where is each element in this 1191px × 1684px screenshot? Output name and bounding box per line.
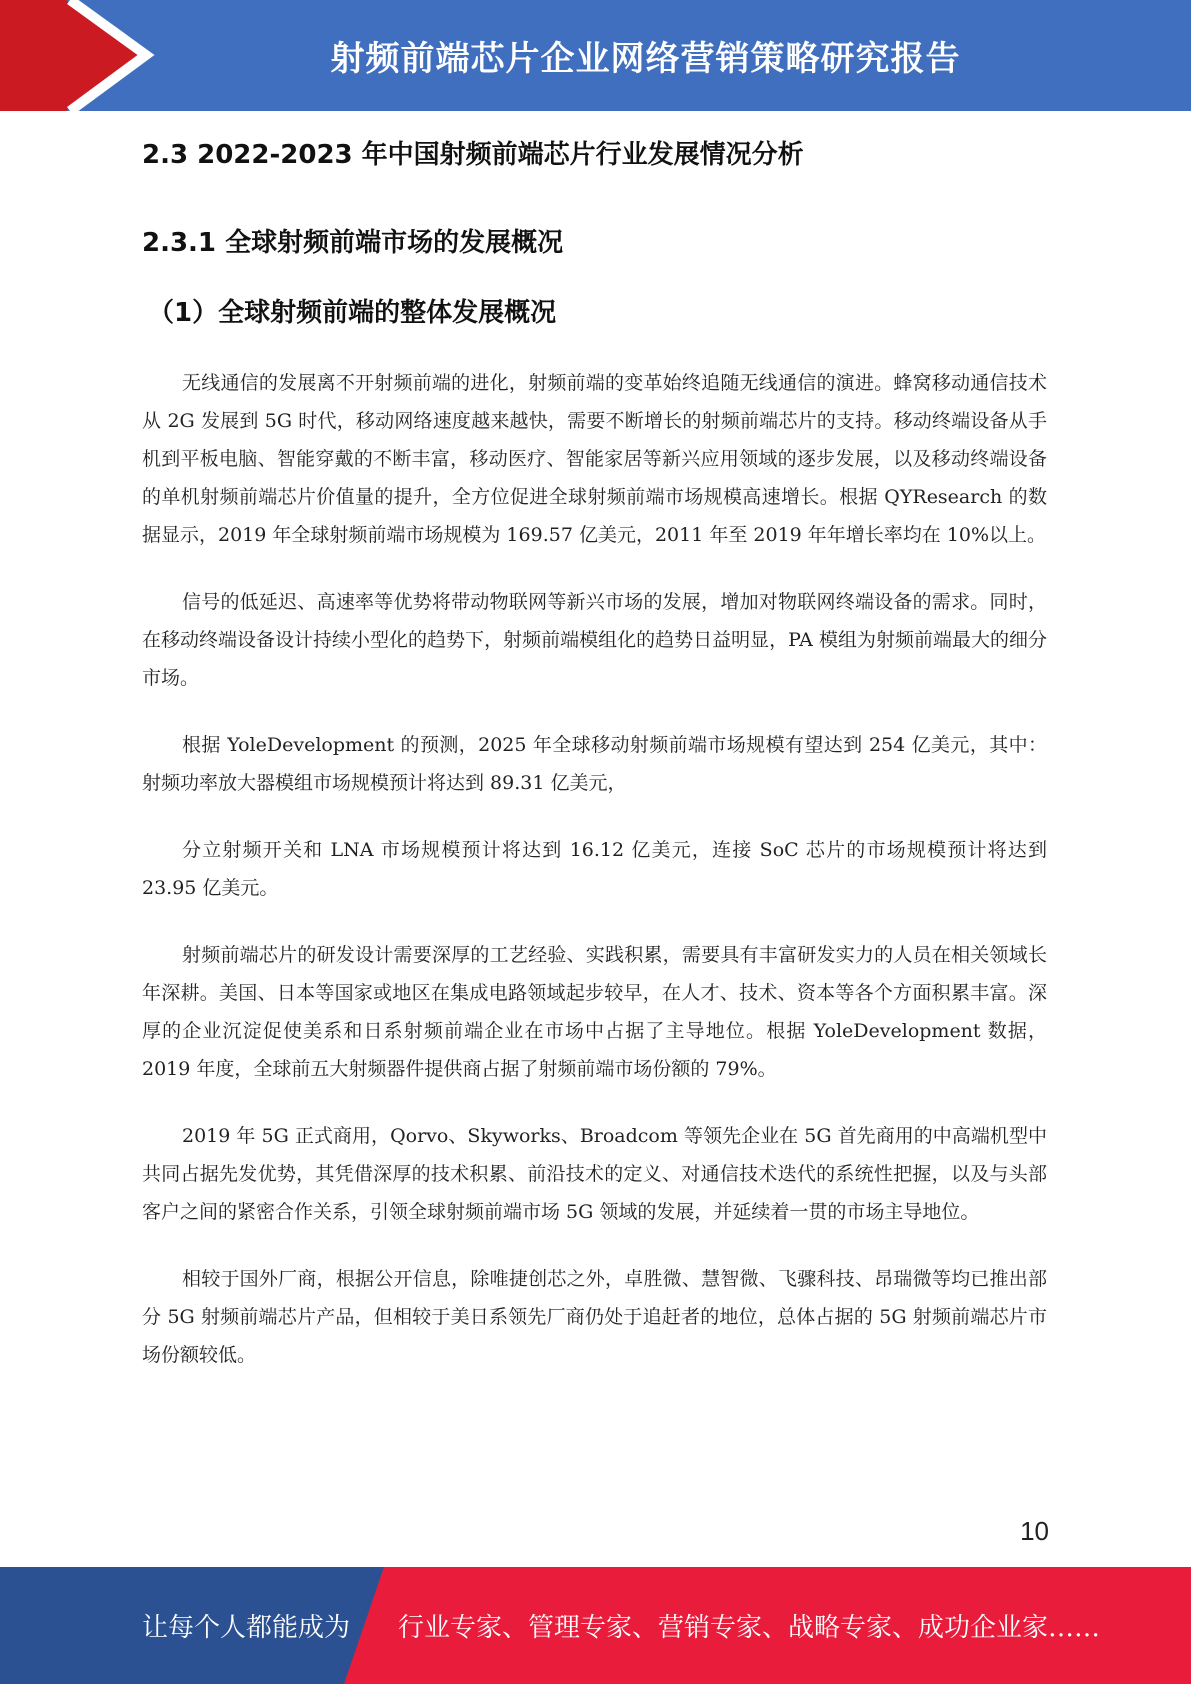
- paragraph: 分立射频开关和 LNA 市场规模预计将达到 16.12 亿美元，连接 SoC 芯片的市场规模预计将达到 23.95 亿美元。: [142, 839, 1047, 899]
- footer-slogan-roles: 行业专家、管理专家、营销专家、战略专家、成功企业家……: [398, 1613, 1101, 1643]
- page-number: 10: [1020, 1516, 1049, 1546]
- body-text: [142, 364, 1047, 1403]
- report-title: 射频前端芯片企业网络营销策略研究报告: [330, 39, 961, 79]
- subsubsection-heading: （1）全球射频前端的整体发展概况: [148, 298, 557, 328]
- header-banner: [0, 0, 1191, 111]
- footer-banner: [0, 1567, 1191, 1684]
- paragraph: 2019 年 5G 正式商用，Qorvo、Skyworks、Broadcom 等领先企业在 5G 首先商用的中高端机型中共同占据先发优势，其凭借深厚的技术积累、前沿技术的定义、对通信技术迭代的系统性把握，以及与头部客户之间的紧密合作关系，引领全球射频前端市场 5G 领域的发展，并延续着一贯的市场主导地位。: [142, 1125, 1047, 1223]
- paragraph: 射频前端芯片的研发设计需要深厚的工艺经验、实践积累，需要具有丰富研发实力的人员在相关领域长年深耕。美国、日本等国家或地区在集成电路领域起步较早，在人才、技术、资本等各个方面积累丰富。深厚的企业沉淀促使美系和日系射频前端企业在市场中占据了主导地位。根据 YoleDevelopment 数据，2019 年度，全球前五大射频器件提供商占据了射频前端市场份额的 79%。: [142, 944, 1047, 1080]
- paragraph: 相较于国外厂商，根据公开信息，除唯捷创芯之外，卓胜微、慧智微、飞骤科技、昂瑞微等均已推出部分 5G 射频前端芯片产品，但相较于美日系领先厂商仍处于追赶者的地位，总体占据的 5G 射频前端芯片市场份额较低。: [142, 1268, 1047, 1366]
- footer-slogan-lead: 让每个人都能成为: [142, 1613, 351, 1643]
- paragraph: 信号的低延迟、高速率等优势将带动物联网等新兴市场的发展，增加对物联网终端设备的需求。同时，在移动终端设备设计持续小型化的趋势下，射频前端模组化的趋势日益明显，PA 模组为射频前端最大的细分市场。: [142, 591, 1047, 689]
- section-heading: 2.3 2022-2023 年中国射频前端芯片行业发展情况分析: [142, 140, 804, 170]
- subsection-heading: 2.3.1 全球射频前端市场的发展概况: [142, 228, 564, 258]
- paragraph: 根据 YoleDevelopment 的预测，2025 年全球移动射频前端市场规模有望达到 254 亿美元，其中：射频功率放大器模组市场规模预计将达到 89.31 亿美元，: [142, 734, 1047, 794]
- paragraph: 无线通信的发展离不开射频前端的进化，射频前端的变革始终追随无线通信的演进。蜂窝移动通信技术从 2G 发展到 5G 时代，移动网络速度越来越快，需要不断增长的射频前端芯片的支持。移动终端设备从手机到平板电脑、智能穿戴的不断丰富，移动医疗、智能家居等新兴应用领域的逐步发展，以及移动终端设备的单机射频前端芯片价值量的提升，全方位促进全球射频前端市场规模高速增长。根据 QYResearch 的数据显示，2019 年全球射频前端市场规模为 169.57 亿美元，2011 年至 2019 年年增长率均在 10%以上。: [142, 372, 1047, 546]
